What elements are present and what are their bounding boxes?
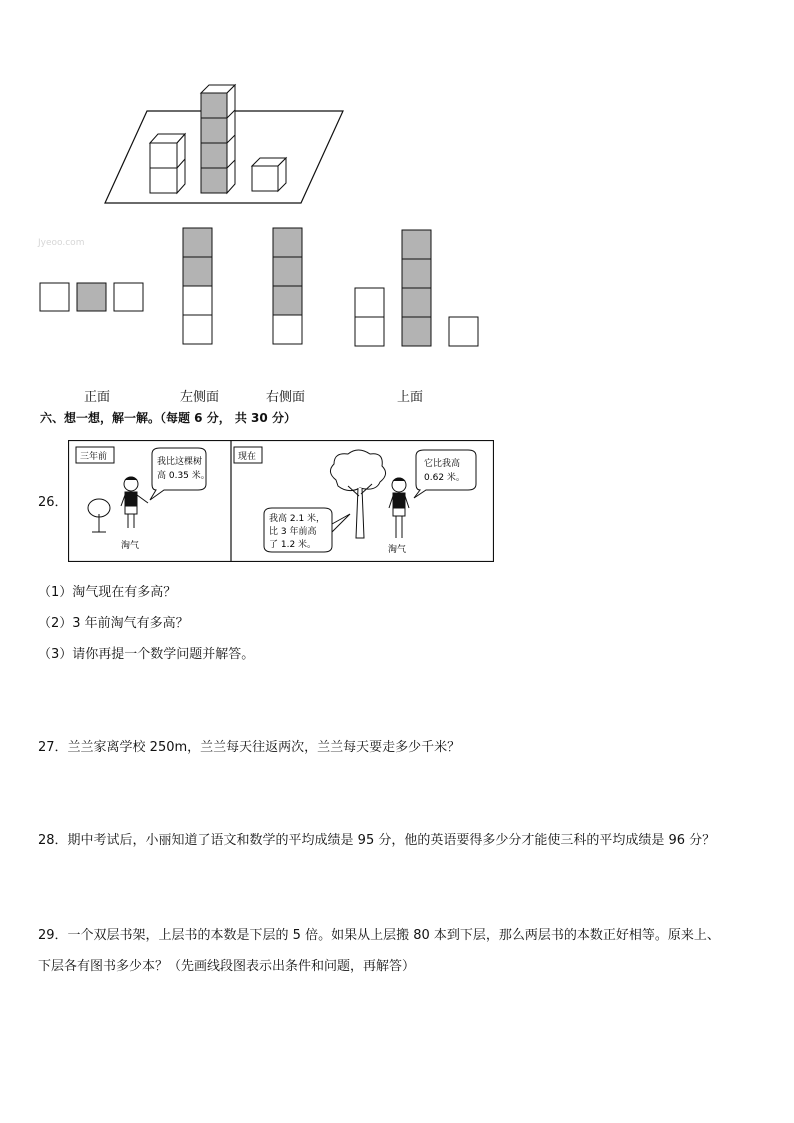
q26-sub-3: （3）请你再提一个数学问题并解答。 <box>38 647 255 662</box>
q27-text: 27．兰兰家离学校 250m，兰兰每天往返两次，兰兰每天要走多少千米？ <box>38 740 461 755</box>
view-label-left: 左侧面 <box>180 390 220 405</box>
svg-text:它比我高: 它比我高 <box>424 459 461 469</box>
svg-text:高 0.35 米。: 高 0.35 米。 <box>157 471 210 481</box>
cube-stack-middle <box>201 85 235 193</box>
option-two-stack-grid <box>355 288 384 346</box>
panel-right-tag: 现在 <box>238 452 257 462</box>
svg-text:了 1.2 米。: 了 1.2 米。 <box>269 540 317 550</box>
left-side-view-grid <box>183 228 212 344</box>
right-side-view-grid <box>273 228 302 344</box>
svg-text:我高 2.1 米，: 我高 2.1 米， <box>269 514 326 524</box>
q29-line-2: 下层各有图书多少本？（先画线段图表示出条件和问题，再解答） <box>38 959 416 974</box>
cube-arrangement-figure <box>0 0 794 360</box>
kid-right-name: 淘气 <box>388 545 407 555</box>
kid-left-name: 淘气 <box>121 541 140 551</box>
view-label-front: 正面 <box>84 390 111 405</box>
q26-sub-1: （1）淘气现在有多高？ <box>38 585 177 600</box>
svg-text:我比这棵树: 我比这棵树 <box>157 457 203 467</box>
q26-sub-2: （2）3 年前淘气有多高？ <box>38 616 189 631</box>
q29-line-1: 29．一个双层书架，上层书的本数是下层的 5 倍。如果从上层搬 80 本到下层，那么两层书的本数正好相等。原来上、 <box>38 928 720 943</box>
svg-text:0.62 米。: 0.62 米。 <box>424 473 465 483</box>
q26-number: 26． <box>38 495 68 510</box>
cube-stack-left <box>150 134 185 193</box>
top-view-grid <box>402 230 431 346</box>
watermark: Jyeoo.com <box>38 238 85 248</box>
cube-single-right <box>252 158 286 191</box>
view-label-right: 右侧面 <box>266 390 306 405</box>
svg-text:比 3 年前高: 比 3 年前高 <box>269 527 317 537</box>
q26-comic <box>68 440 494 562</box>
q28-text: 28．期中考试后，小丽知道了语文和数学的平均成绩是 95 分，他的英语要得多少分才能使三科的平均成绩是 96 分？ <box>38 833 716 848</box>
panel-left-tag: 三年前 <box>80 452 108 462</box>
option-single-square <box>449 317 478 346</box>
section-six-heading: 六、想一想，解一解。（每题 6 分， 共 30 分） <box>40 411 296 425</box>
view-label-top: 上面 <box>397 390 424 405</box>
front-view-grid <box>40 283 143 311</box>
